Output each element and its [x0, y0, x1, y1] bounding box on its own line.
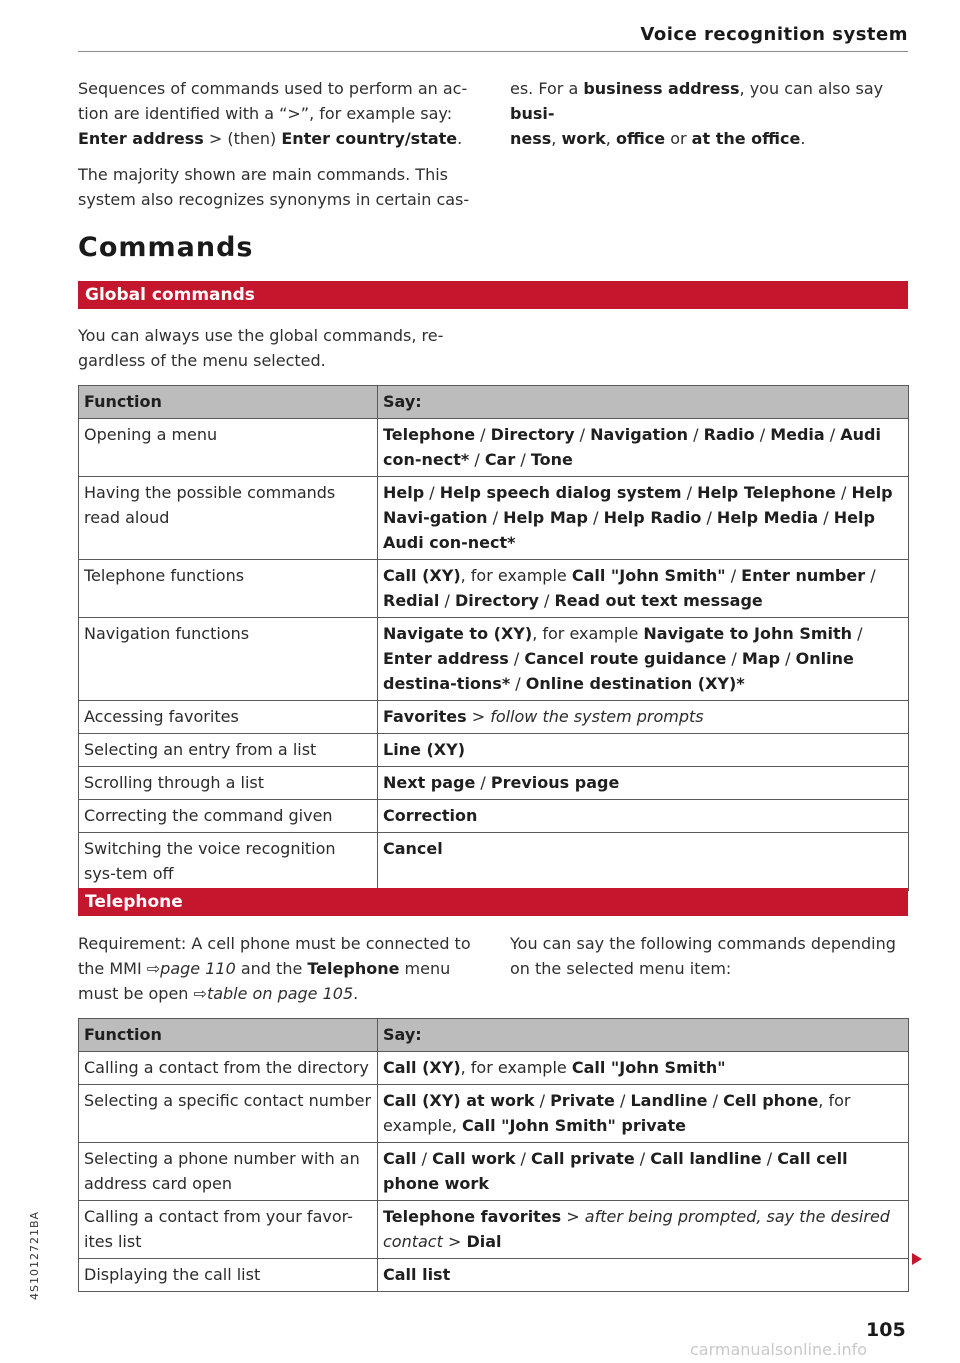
column-header-function: Function [79, 386, 378, 419]
say-cell [378, 1259, 909, 1292]
command-segment: Telephone favorites [383, 1207, 562, 1226]
command-segment: after being prompted, say the desired contact [383, 1207, 890, 1251]
table-row [79, 477, 909, 560]
telephone-right-line-1: You can say the following commands depending [510, 934, 896, 953]
telephone-req-line-2: the MMI ⇨page 110 and the Telephone menu [78, 959, 451, 978]
command-segment: Call [383, 1149, 417, 1168]
command-segment: / [487, 508, 504, 527]
table-row [79, 618, 909, 701]
command-segment: Call landline [650, 1149, 762, 1168]
command-segment: Media [770, 425, 825, 444]
command-segment: Navigate to (XY) [383, 624, 533, 643]
command-segment: Help Media [716, 508, 819, 527]
command-segment: Call "John Smith" [571, 566, 726, 585]
global-intro-line-1: You can always use the global commands, re- [78, 326, 444, 345]
command-segment: / [824, 425, 841, 444]
say-cell [378, 800, 909, 833]
telephone-bar: Telephone [78, 888, 908, 916]
command-segment: Call list [383, 1265, 451, 1284]
intro-line-5: system also recognizes synonyms in certain cas- [78, 190, 470, 209]
command-segment: Correction [383, 806, 478, 825]
column-header-say: Say: [378, 1019, 909, 1052]
column-header-function: Function [79, 1019, 378, 1052]
table-row [79, 701, 909, 734]
intro-line-1: Sequences of commands used to perform an ac- [78, 79, 468, 98]
running-head: Voice recognition system [640, 24, 908, 45]
telephone-commands-table [78, 1018, 909, 1292]
command-segment: Redial [383, 591, 440, 610]
command-segment: / [439, 591, 455, 610]
command-segment: Enter address [383, 649, 509, 668]
command-segment: Help Radio [603, 508, 702, 527]
function-cell: Navigation functions [79, 618, 378, 701]
command-segment: / [424, 483, 440, 502]
command-segment: > [561, 1207, 585, 1226]
command-segment: / [754, 425, 771, 444]
command-segment: / [416, 1149, 433, 1168]
say-cell [378, 734, 909, 767]
function-cell: Selecting an entry from a list [79, 734, 378, 767]
command-segment: > [466, 707, 491, 726]
command-segment: Audi con-nect* [383, 425, 881, 469]
say-cell [378, 1085, 909, 1143]
command-segment: Dial [466, 1232, 502, 1251]
command-segment: , for example [532, 624, 644, 643]
global-intro [78, 323, 478, 373]
function-cell: Selecting a specific contact number [79, 1085, 378, 1143]
command-segment: / [681, 483, 698, 502]
command-segment: / [852, 624, 863, 643]
command-segment: Next page [383, 773, 476, 792]
command-segment: Call work [432, 1149, 516, 1168]
function-cell: Telephone functions [79, 560, 378, 618]
continue-arrow-icon [912, 1253, 922, 1265]
function-cell: Switching the voice recognition sys-tem off [79, 833, 378, 891]
function-cell: Selecting a phone number with an address card open [79, 1143, 378, 1201]
global-commands-table [78, 385, 909, 891]
command-segment: / [614, 1091, 631, 1110]
command-segment: Call (XY) at work [383, 1091, 535, 1110]
table-row [79, 767, 909, 800]
command-segment: / [508, 649, 525, 668]
command-segment: Call "John Smith" [571, 1058, 726, 1077]
command-segment: , for example, [383, 1091, 851, 1135]
function-cell: Accessing favorites [79, 701, 378, 734]
command-segment: Directory [454, 591, 539, 610]
command-segment: Online destina-tions* [383, 649, 854, 693]
page-number: 105 [866, 1319, 906, 1341]
table-row [79, 800, 909, 833]
command-segment: Call private [531, 1149, 635, 1168]
say-cell [378, 1201, 909, 1259]
command-segment: Tone [530, 450, 573, 469]
command-segment: / [510, 674, 526, 693]
section-heading: Commands [78, 232, 254, 263]
command-segment: Help speech dialog system [439, 483, 682, 502]
command-segment: / [688, 425, 704, 444]
table-row [79, 1085, 909, 1143]
intro-right-line-2: ness, work, office or at the office. [510, 129, 806, 148]
command-segment: / [515, 1149, 532, 1168]
command-segment: / [475, 425, 491, 444]
table-row [79, 560, 909, 618]
say-cell [378, 1052, 909, 1085]
command-segment: Landline [630, 1091, 708, 1110]
command-segment: follow the system prompts [490, 707, 704, 726]
command-segment: / [534, 1091, 551, 1110]
command-segment: > [442, 1232, 467, 1251]
table-row [79, 1052, 909, 1085]
telephone-req-line-1: Requirement: A cell phone must be connected to [78, 934, 471, 953]
command-segment: / [725, 566, 742, 585]
command-segment: Cancel route guidance [524, 649, 727, 668]
say-cell [378, 767, 909, 800]
command-segment: Cell phone [723, 1091, 819, 1110]
command-segment: Directory [490, 425, 575, 444]
command-segment: Navigation [590, 425, 689, 444]
command-segment: / [780, 649, 796, 668]
command-segment: Private [550, 1091, 615, 1110]
function-cell: Having the possible commands read aloud [79, 477, 378, 560]
command-segment: Call (XY) [383, 1058, 461, 1077]
command-segment: Cancel [383, 839, 443, 858]
say-cell [378, 701, 909, 734]
arrow-right-icon: ⇨ [193, 984, 207, 1003]
command-segment: , for example [460, 566, 572, 585]
intro-left-text [78, 76, 478, 212]
command-segment: Radio [703, 425, 755, 444]
command-segment: / [588, 508, 604, 527]
function-cell: Displaying the call list [79, 1259, 378, 1292]
command-segment: / [634, 1149, 651, 1168]
function-cell: Correcting the command given [79, 800, 378, 833]
command-segment: / [469, 450, 485, 469]
table-row [79, 1201, 909, 1259]
table-row [79, 419, 909, 477]
command-segment: Previous page [490, 773, 620, 792]
command-segment: / [475, 773, 491, 792]
document-code: 4S1012721BA [28, 1210, 41, 1300]
command-segment: Help [383, 483, 425, 502]
command-segment: Call (XY) [383, 566, 461, 585]
intro-line-2: tion are identified with a “>”, for example say: [78, 104, 453, 123]
intro-line-3: Enter address > (then) Enter country/state. [78, 129, 463, 148]
command-segment: / [726, 649, 742, 668]
table-row [79, 1259, 909, 1292]
header-rule [78, 51, 908, 52]
intro-right-text [510, 76, 910, 151]
say-cell [378, 477, 909, 560]
command-segment: / [701, 508, 717, 527]
command-segment: / [707, 1091, 724, 1110]
function-cell: Scrolling through a list [79, 767, 378, 800]
command-segment: Map [741, 649, 781, 668]
command-segment: / [515, 450, 531, 469]
intro-line-4: The majority shown are main commands. This [78, 165, 448, 184]
command-segment: Help Map [503, 508, 588, 527]
command-segment: , for example [460, 1058, 572, 1077]
global-intro-line-2: gardless of the menu selected. [78, 351, 326, 370]
intro-right-line-1: es. For a business address, you can also say busi- [510, 79, 884, 123]
command-segment: Telephone [383, 425, 476, 444]
say-cell [378, 1143, 909, 1201]
command-segment: Navigate to John Smith [643, 624, 853, 643]
table-row [79, 833, 909, 891]
say-cell [378, 560, 909, 618]
telephone-right-line-2: on the selected menu item: [510, 959, 732, 978]
command-segment: Online destination (XY)* [525, 674, 745, 693]
function-cell: Calling a contact from the directory [79, 1052, 378, 1085]
table-header-row [79, 386, 909, 419]
page-reference-link[interactable]: page 110 [160, 959, 236, 978]
table-row [79, 734, 909, 767]
command-segment: / [865, 566, 876, 585]
command-segment: Enter number [741, 566, 866, 585]
say-cell [378, 419, 909, 477]
command-segment: / [835, 483, 852, 502]
command-segment: Car [484, 450, 516, 469]
command-segment: / [538, 591, 555, 610]
command-segment: Favorites [383, 707, 467, 726]
table-reference-link[interactable]: table on page 105 [206, 984, 354, 1003]
command-segment: Help Navi-gation [383, 483, 893, 527]
watermark-logo: carmanualsonline.info [690, 1340, 868, 1359]
command-segment: Line (XY) [383, 740, 466, 759]
command-segment: Call "John Smith" private [462, 1116, 686, 1135]
arrow-right-icon: ⇨ [146, 959, 161, 978]
command-segment: / [818, 508, 834, 527]
telephone-req-line-3: must be open ⇨table on page 105. [78, 984, 359, 1003]
function-cell: Calling a contact from your favor-ites list [79, 1201, 378, 1259]
table-row [79, 1143, 909, 1201]
function-cell: Opening a menu [79, 419, 378, 477]
say-cell [378, 618, 909, 701]
global-commands-bar: Global commands [78, 281, 908, 309]
telephone-requirement [78, 931, 498, 1006]
command-segment: Help Audi con-nect* [383, 508, 875, 552]
command-segment: Help Telephone [697, 483, 836, 502]
column-header-say: Say: [378, 386, 909, 419]
telephone-right-text [510, 931, 910, 981]
command-segment: / [761, 1149, 778, 1168]
say-cell [378, 833, 909, 891]
table-header-row [79, 1019, 909, 1052]
command-segment: / [574, 425, 591, 444]
command-segment: Read out text message [554, 591, 763, 610]
command-segment: Call cell phone work [383, 1149, 848, 1193]
